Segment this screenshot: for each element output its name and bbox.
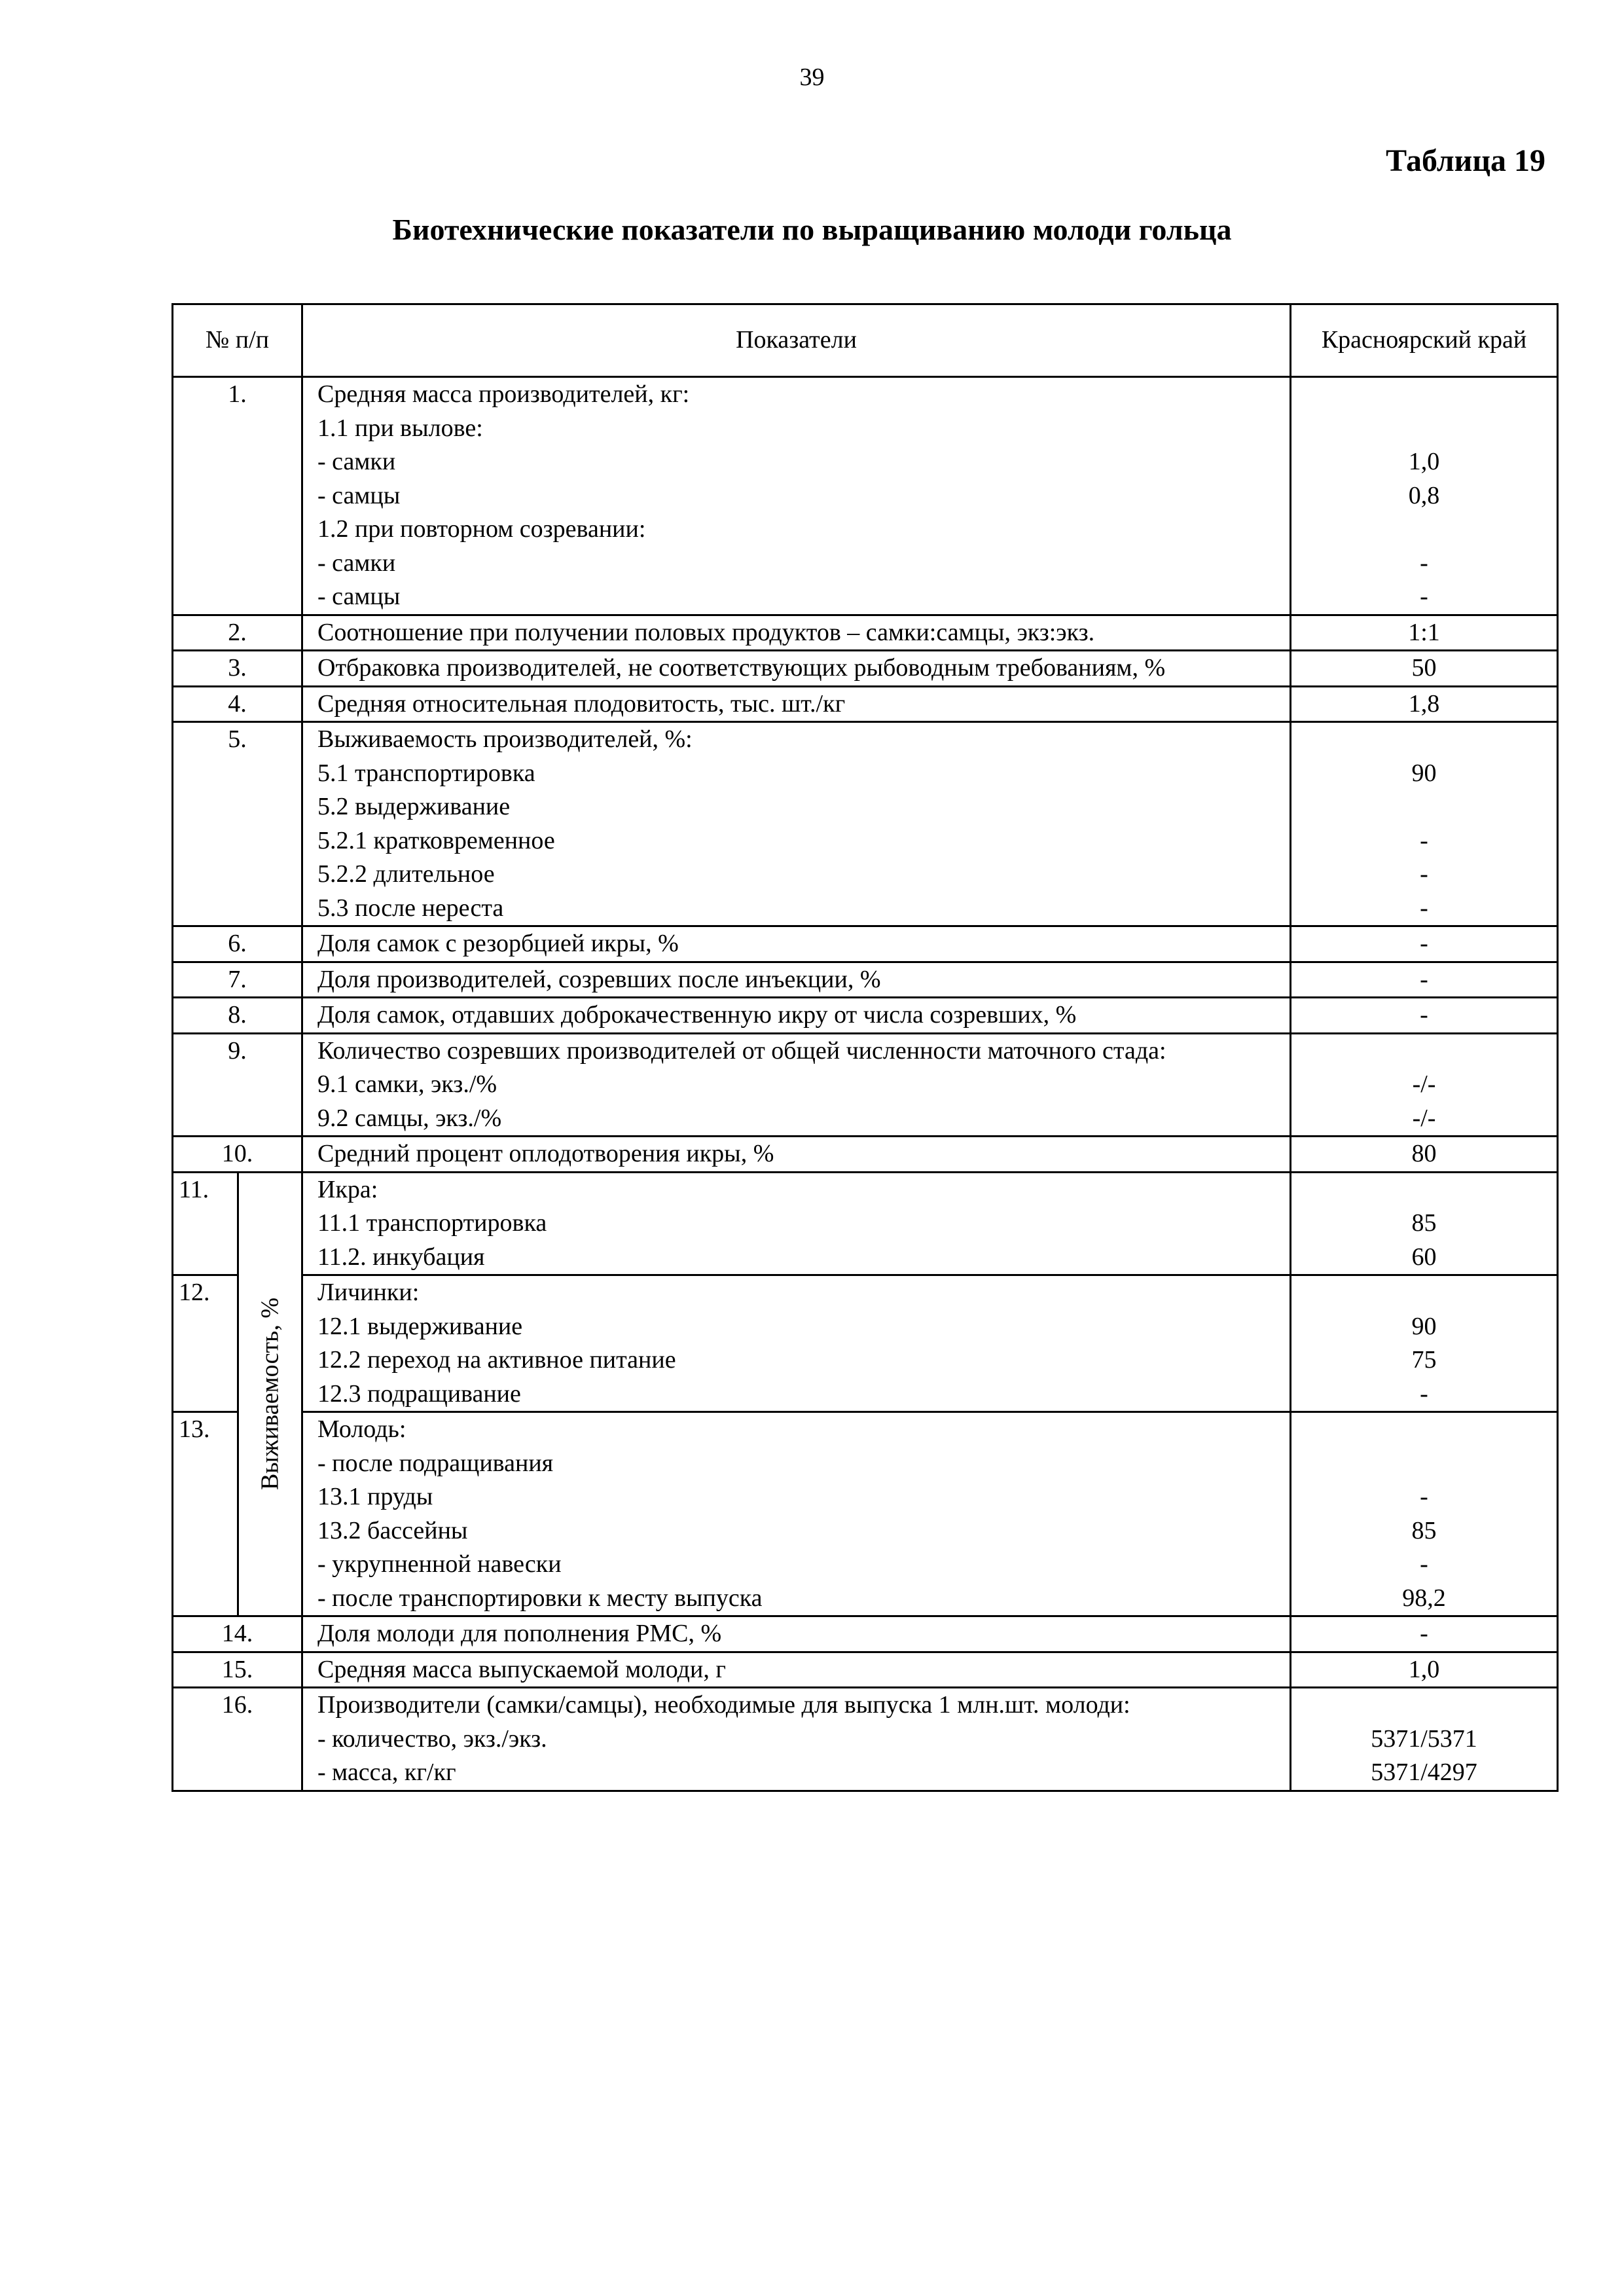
row-number: 15. <box>173 1652 302 1688</box>
value-line: - <box>1420 826 1428 854</box>
indicator-line: Доля производителей, созревших после инъекции, % <box>317 965 881 993</box>
value-line: - <box>1420 1483 1428 1510</box>
row-value <box>1291 615 1558 651</box>
value-line: 5371/5371 <box>1371 1724 1477 1753</box>
row-indicator <box>302 377 1291 615</box>
indicator-line: 12.2 переход на активное питание <box>317 1346 676 1374</box>
indicator-line: Количество созревших производителей от общей численности маточного стада: <box>317 1036 1166 1065</box>
header-indicator: Показатели <box>302 304 1291 377</box>
indicator-line: 13.1 пруды <box>317 1483 433 1510</box>
row-number: 12. <box>173 1275 238 1412</box>
value-line: - <box>1420 1620 1428 1647</box>
indicator-line: - самцы <box>317 583 401 610</box>
value-line: - <box>1420 583 1428 610</box>
value-line: -/- <box>1412 1070 1436 1098</box>
row-indicator <box>302 998 1291 1034</box>
indicator-line: - самки <box>317 448 396 475</box>
value-line: 60 <box>1411 1243 1437 1271</box>
value-line <box>1291 723 1557 757</box>
indicator-line: - самки <box>317 549 396 577</box>
value-line: - <box>1420 860 1428 888</box>
row-value <box>1291 1033 1558 1137</box>
header-num: № п/п <box>173 304 302 377</box>
indicator-line: 5.2.2 длительное <box>317 860 495 888</box>
row-number: 13. <box>173 1412 238 1616</box>
row-number: 14. <box>173 1616 302 1652</box>
value-line: - <box>1420 894 1428 922</box>
indicator-line: Доля молоди для пополнения РМС, % <box>317 1620 722 1647</box>
indicator-line: 9.1 самки, экз./% <box>317 1070 497 1098</box>
indicator-line: - самцы <box>317 481 401 509</box>
row-number: 1. <box>173 377 302 615</box>
indicator-line: 5.2 выдерживание <box>317 793 511 820</box>
value-line: - <box>1420 965 1428 993</box>
indicator-line: Молодь: <box>317 1415 406 1443</box>
value-line: 85 <box>1411 1516 1437 1544</box>
value-line: 0,8 <box>1408 481 1440 509</box>
row-number: 3. <box>173 651 302 687</box>
table-label: Таблица 19 <box>1386 143 1545 178</box>
indicator-line: Соотношение при получении половых продуктов – самки:самцы, экз:экз. <box>317 618 1095 646</box>
value-line: 80 <box>1411 1140 1437 1167</box>
indicator-line: Личинки: <box>317 1279 420 1306</box>
indicator-line: Отбраковка производителей, не соответствующих рыбоводным требованиям, % <box>317 654 1166 682</box>
indicator-line: 5.3 после нереста <box>317 894 504 922</box>
indicator-line: - масса, кг/кг <box>317 1758 456 1786</box>
row-indicator <box>302 926 1291 962</box>
indicator-line: 5.1 транспортировка <box>317 759 535 787</box>
row-indicator <box>302 686 1291 722</box>
row-number: 2. <box>173 615 302 651</box>
survival-vertical-label: Выживаемость, % <box>255 1298 283 1491</box>
value-line <box>1291 1173 1557 1207</box>
value-line <box>1291 412 1557 446</box>
row-indicator <box>302 1412 1291 1616</box>
indicator-line: 1.2 при повторном созревании: <box>317 515 646 543</box>
indicator-line: Средняя масса производителей, кг: <box>317 380 690 408</box>
row-indicator <box>302 1172 1291 1275</box>
indicator-line: 12.3 подращивание <box>317 1379 521 1408</box>
row-indicator <box>302 1616 1291 1652</box>
table-row <box>173 1172 1558 1275</box>
indicator-line: Производители (самки/самцы), необходимые для выпуска 1 млн.шт. молоди: <box>317 1691 1130 1719</box>
row-indicator <box>302 1033 1291 1137</box>
indicator-line: 13.2 бассейны <box>317 1516 468 1544</box>
indicator-line: Икра: <box>317 1175 378 1203</box>
value-line <box>1291 1413 1557 1447</box>
row-value <box>1291 722 1558 926</box>
row-indicator <box>302 962 1291 998</box>
value-line: 1,0 <box>1408 448 1440 475</box>
row-value <box>1291 1137 1558 1173</box>
table-row <box>173 686 1558 722</box>
row-number: 9. <box>173 1033 302 1137</box>
survival-group-label <box>238 1172 302 1616</box>
table-row <box>173 651 1558 687</box>
table-row <box>173 1137 1558 1173</box>
row-value <box>1291 998 1558 1034</box>
row-indicator <box>302 1137 1291 1173</box>
value-line: 50 <box>1411 654 1437 682</box>
indicator-line: 9.2 самцы, экз./% <box>317 1104 502 1132</box>
table-row <box>173 377 1558 615</box>
value-line: - <box>1420 1379 1428 1408</box>
value-line <box>1291 1034 1557 1068</box>
value-line: 75 <box>1411 1346 1437 1374</box>
table-row <box>173 962 1558 998</box>
row-value <box>1291 1652 1558 1688</box>
row-number: 5. <box>173 722 302 926</box>
header-region: Красноярский край <box>1291 304 1558 377</box>
page-number: 39 <box>799 64 825 91</box>
value-line <box>1291 1447 1557 1481</box>
row-value <box>1291 1616 1558 1652</box>
indicators-table <box>171 303 1557 1792</box>
indicator-line: - количество, экз./экз. <box>317 1724 547 1753</box>
indicator-line: 12.1 выдерживание <box>317 1312 523 1340</box>
value-line: 90 <box>1411 759 1437 787</box>
table-row <box>173 998 1558 1034</box>
row-number: 6. <box>173 926 302 962</box>
value-line: 1:1 <box>1408 618 1440 646</box>
table-row <box>173 926 1558 962</box>
row-value <box>1291 962 1558 998</box>
value-line: 1,0 <box>1408 1655 1440 1683</box>
table-row <box>173 1652 1558 1688</box>
indicator-line: Средняя относительная плодовитость, тыс. шт./кг <box>317 689 846 718</box>
row-value <box>1291 377 1558 615</box>
indicator-line: - укрупненной навески <box>317 1550 562 1578</box>
row-value <box>1291 686 1558 722</box>
row-value <box>1291 1172 1558 1275</box>
value-line <box>1291 790 1557 824</box>
row-number: 4. <box>173 686 302 722</box>
value-line: - <box>1420 549 1428 577</box>
row-value <box>1291 1688 1558 1791</box>
value-line: 90 <box>1411 1312 1437 1340</box>
row-indicator <box>302 722 1291 926</box>
value-line: - <box>1420 930 1428 957</box>
table-row <box>173 722 1558 926</box>
indicator-line: Средний процент оплодотворения икры, % <box>317 1140 774 1167</box>
indicator-line: Выживаемость производителей, %: <box>317 725 693 753</box>
value-line: 98,2 <box>1402 1584 1446 1612</box>
row-indicator <box>302 615 1291 651</box>
indicator-line: 1.1 при вылове: <box>317 414 483 442</box>
row-number: 11. <box>173 1172 238 1275</box>
indicator-line: Доля самок, отдавших доброкачественную икру от числа созревших, % <box>317 1001 1077 1029</box>
table-row <box>173 615 1558 651</box>
indicator-line: Доля самок с резорбцией икры, % <box>317 930 679 957</box>
table-row <box>173 1616 1558 1652</box>
row-number: 7. <box>173 962 302 998</box>
row-indicator <box>302 1652 1291 1688</box>
row-value <box>1291 1412 1558 1616</box>
indicator-line: Средняя масса выпускаемой молоди, г <box>317 1655 726 1683</box>
value-line: - <box>1420 1001 1428 1029</box>
table-row <box>173 1688 1558 1791</box>
value-line: -/- <box>1412 1104 1436 1132</box>
indicator-line: 11.1 транспортировка <box>317 1209 547 1237</box>
indicator-line: 11.2. инкубация <box>317 1243 485 1271</box>
table-row <box>173 1275 1558 1412</box>
row-value <box>1291 1275 1558 1412</box>
row-indicator <box>302 1275 1291 1412</box>
value-line: 85 <box>1411 1209 1437 1237</box>
row-indicator <box>302 1688 1291 1791</box>
table-row <box>173 1412 1558 1616</box>
value-line: - <box>1420 1550 1428 1578</box>
document-title: Биотехнические показатели по выращиванию молоди гольца <box>392 213 1232 246</box>
row-indicator <box>302 651 1291 687</box>
value-line: 5371/4297 <box>1371 1758 1477 1786</box>
row-value <box>1291 651 1558 687</box>
value-line <box>1291 378 1557 412</box>
indicator-line: - после подращивания <box>317 1449 554 1477</box>
value-line <box>1291 1688 1557 1722</box>
row-number: 10. <box>173 1137 302 1173</box>
row-number: 16. <box>173 1688 302 1791</box>
value-line <box>1291 513 1557 547</box>
row-value <box>1291 926 1558 962</box>
value-line: 1,8 <box>1408 689 1440 718</box>
value-line <box>1291 1276 1557 1310</box>
indicator-line: 5.2.1 кратковременное <box>317 826 555 854</box>
row-number: 8. <box>173 998 302 1034</box>
table-row <box>173 1033 1558 1137</box>
indicator-line: - после транспортировки к месту выпуска <box>317 1584 763 1612</box>
table-header-row <box>173 304 1558 377</box>
